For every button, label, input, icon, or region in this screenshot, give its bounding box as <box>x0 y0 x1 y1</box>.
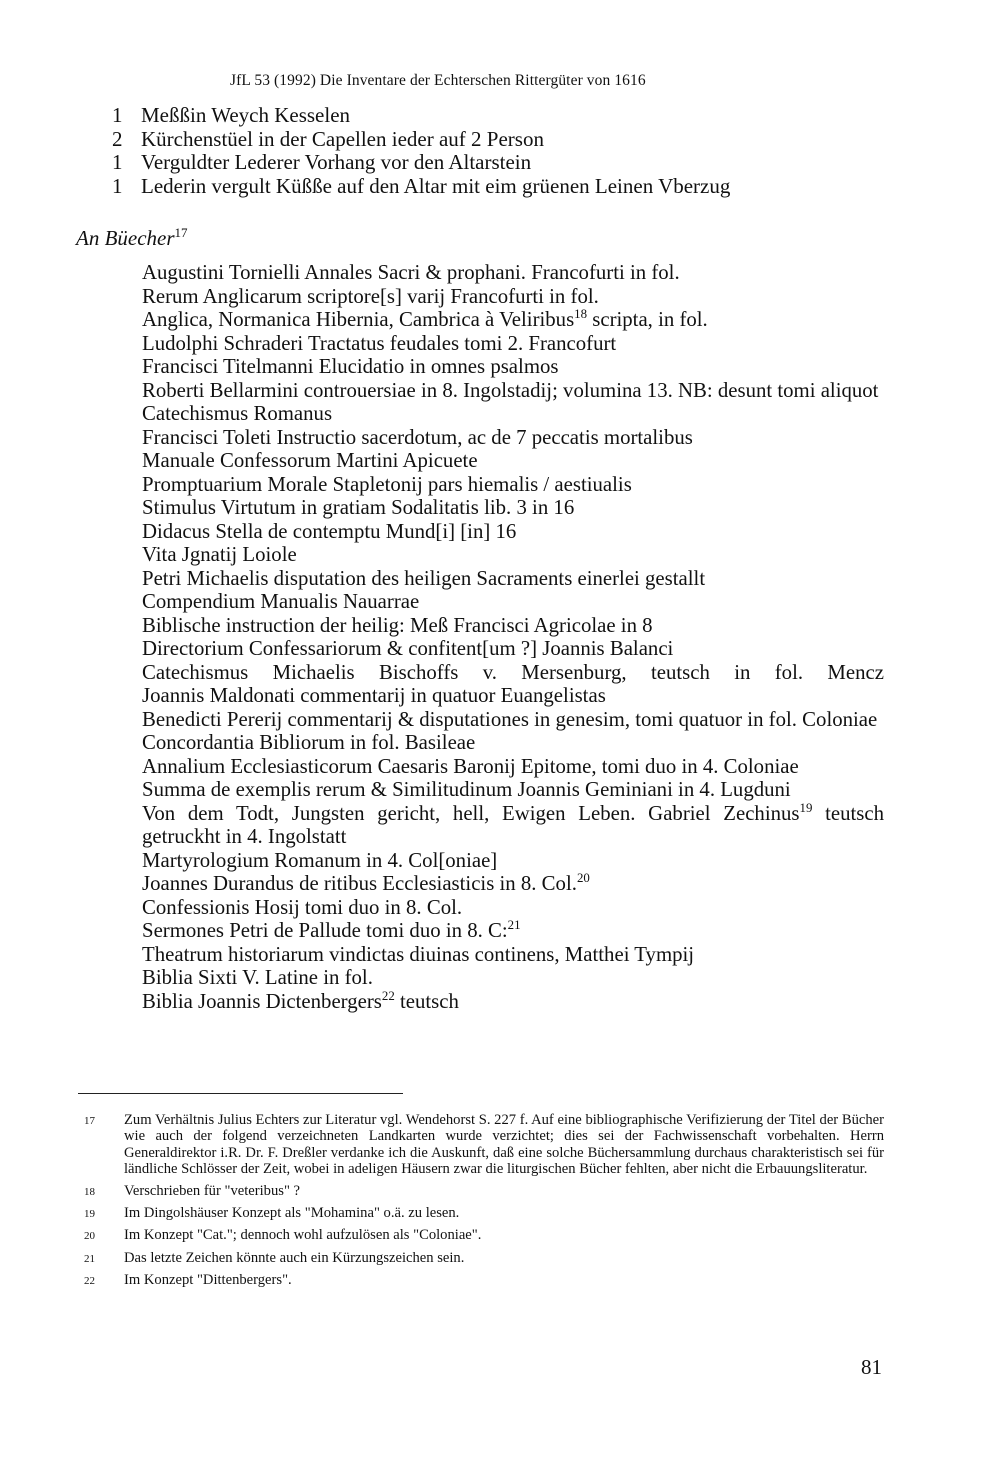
book-title: Francisci Toleti Instructio sacerdotum, ac de 7 peccatis mortalibus <box>142 425 693 449</box>
book-entry <box>142 261 884 285</box>
book-title: Von dem Todt, Jungsten gericht, hell, Ewigen Leben. Gabriel Zechinus <box>142 801 800 825</box>
page-number: 81 <box>861 1355 882 1379</box>
inventory-text: Verguldter Lederer Vorhang vor den Altarstein <box>141 150 532 174</box>
footnote-text: Im Konzept "Cat."; dennoch wohl aufzulösen als "Coloniae". <box>124 1227 482 1244</box>
footnotes <box>84 1112 884 1295</box>
footnote-number: 19 <box>84 1208 95 1221</box>
inventory-item <box>112 128 730 152</box>
book-entry <box>142 943 884 967</box>
book-title: Stimulus Virtutum in gratiam Sodalitatis lib. 3 in 16 <box>142 496 575 519</box>
book-title: Promptuarium Morale Stapletonij pars hiemalis / aestiualis <box>142 472 632 496</box>
book-entry <box>142 332 884 356</box>
book-title: Anglica, Normanica Hibernia, Cambrica à Veliribus <box>142 308 575 331</box>
book-title: Compendium Manualis Nauarrae <box>142 590 420 613</box>
footnote-text: Das letzte Zeichen könnte auch ein Kürzungszeichen sein. <box>124 1249 465 1266</box>
book-entry <box>142 896 884 920</box>
book-entry <box>142 496 884 520</box>
book-entry <box>142 543 884 567</box>
footnote-ref: 20 <box>576 871 590 886</box>
book-title: Confessionis Hosij tomi duo in 8. Col. <box>142 895 463 919</box>
book-title: Martyrologium Romanum in 4. Col[oniae] <box>142 848 498 872</box>
book-title: Petri Michaelis disputation des heiligen Sacraments einerlei gestallt <box>142 566 706 590</box>
section-heading <box>76 226 188 251</box>
section-heading-text: An Büecher <box>76 226 175 250</box>
inventory-item <box>112 151 730 175</box>
footnote-number: 17 <box>84 1115 95 1127</box>
footnote-text: Verschrieben für "veteribus" ? <box>124 1182 301 1199</box>
book-entry <box>142 755 884 779</box>
running-head: JfL 53 (1992) Die Inventare der Echterschen Rittergüter von 1616 <box>230 72 646 89</box>
book-list <box>142 261 884 1013</box>
book-entry <box>142 426 884 450</box>
footnote-number: 18 <box>84 1185 95 1198</box>
inventory-text: Kürchenstüel in der Capellen ieder auf 2 Person <box>141 126 544 151</box>
inventory-item <box>112 175 730 199</box>
book-entry <box>142 778 884 802</box>
book-entry <box>142 661 884 685</box>
book-title: Sermones Petri de Pallude tomi duo in 8. C: <box>142 919 508 942</box>
book-title: Francisci Titelmanni Elucidatio in omnes psalmos <box>142 355 559 378</box>
footnote-text: Im Konzept "Dittenbergers". <box>124 1272 292 1289</box>
book-entry <box>142 567 884 591</box>
footnote-ref: 19 <box>799 800 813 815</box>
book-entry <box>142 614 884 638</box>
book-entry <box>142 708 884 732</box>
inventory-quantity: 1 <box>112 150 123 174</box>
book-title: Concordantia Bibliorum in fol. Basileae <box>142 731 476 754</box>
footnote-number: 21 <box>84 1252 95 1265</box>
book-title: Benedicti Pererij commentarij & disputationes in genesim, tomi quatuor in fol. Coloniae <box>142 707 878 731</box>
book-title: Theatrum historiarum vindictas diuinas continens, Matthei Tympij <box>142 942 695 966</box>
book-title: Ludolphi Schraderi Tractatus feudales tomi 2. Francofurt <box>142 331 617 355</box>
footnote-text: Im Dingolshäuser Konzept als "Mohamina" o.ä. zu lesen. <box>124 1205 460 1222</box>
book-entry <box>142 802 884 849</box>
inventory-quantity: 1 <box>112 103 123 127</box>
book-title: Catechismus Michaelis Bischoffs v. Mersenburg, teutsch in fol. Mencz <box>142 660 884 684</box>
book-title: Vita Jgnatij Loiole <box>142 543 297 566</box>
book-title-continued: teutsch getruckht in 4. Ingolstatt <box>142 801 885 848</box>
footnote <box>84 1205 884 1222</box>
book-entry <box>142 919 884 943</box>
book-title: Biblische instruction der heilig: Meß Francisci Agricolae in 8 <box>142 613 653 637</box>
book-entry <box>142 285 884 309</box>
footnote-number: 20 <box>84 1230 95 1243</box>
footnote <box>84 1112 884 1178</box>
inventory-text: Lederin vergult Küßße auf den Altar mit eim grüenen Leinen Vberzug <box>141 173 731 198</box>
book-title: Catechismus Romanus <box>142 402 333 425</box>
book-title: Joannis Maldonati commentarij in quatuor Euangelistas <box>142 684 606 707</box>
book-title-continued: scripta, in fol. <box>587 308 708 331</box>
book-title: Biblia Sixti V. Latine in fol. <box>142 966 373 989</box>
footnote <box>84 1272 884 1289</box>
book-title: Augustini Tornielli Annales Sacri & prophani. Francofurti in fol. <box>142 261 680 284</box>
book-title-continued: teutsch <box>394 989 459 1013</box>
book-entry <box>142 966 884 990</box>
book-entry <box>142 684 884 708</box>
book-entry <box>142 473 884 497</box>
book-title: Joannes Durandus de ritibus Ecclesiasticis in 8. Col. <box>142 872 577 895</box>
footnote-text: Zum Verhältnis Julius Echters zur Literatur vgl. Wendehorst S. 227 f. Auf eine bibliographische Verifizierung der Titel der Bücher wie auch der folgend verzeichneten Landkarten wurde verzichtet; dies sei der Fachwissenschaft vorbehalten. Herrn Generaldirektor i.R. Dr. F. Dreßler verdanke ich die Auskunft, daß eine solche Büchersammlung durchaus charakteristisch sei für ländliche Schlösser der Zeit, wobei in adeligen Häusern zwar die liturgischen Bücher fehlten, aber nicht die Erbauungsliteratur. <box>124 1112 884 1178</box>
book-title: Roberti Bellarmini controuersiae in 8. Ingolstadij; volumina 13. NB: desunt tomi aliquot <box>142 378 879 402</box>
book-entry <box>142 308 884 332</box>
footnote-ref: 22 <box>381 988 395 1003</box>
footnote-ref: 17 <box>174 225 188 240</box>
book-entry <box>142 590 884 614</box>
book-title: Summa de exemplis rerum & Similitudinum Joannis Geminiani in 4. Lugduni <box>142 778 791 801</box>
book-entry <box>142 872 884 896</box>
book-entry <box>142 990 884 1014</box>
book-title: Didacus Stella de contemptu Mund[i] [in] 16 <box>142 519 517 543</box>
book-entry <box>142 402 884 426</box>
book-entry <box>142 520 884 544</box>
footnote-divider <box>78 1093 403 1094</box>
book-title: Annalium Ecclesiasticorum Caesaris Baronij Epitome, tomi duo in 4. Coloniae <box>142 754 799 778</box>
footnote-ref: 21 <box>507 918 521 933</box>
book-entry <box>142 379 884 403</box>
footnote <box>84 1227 884 1244</box>
inventory-quantity: 2 <box>112 126 123 151</box>
book-entry <box>142 731 884 755</box>
book-entry <box>142 355 884 379</box>
book-title: Manuale Confessorum Martini Apicuete <box>142 449 478 472</box>
book-entry <box>142 849 884 873</box>
footnote-number: 22 <box>84 1275 95 1288</box>
footnote <box>84 1183 884 1200</box>
book-entry <box>142 449 884 473</box>
inventory-list <box>112 104 730 198</box>
inventory-quantity: 1 <box>112 173 123 198</box>
footnote <box>84 1250 884 1267</box>
book-title: Biblia Joannis Dictenbergers <box>142 989 382 1013</box>
book-title: Rerum Anglicarum scriptore[s] varij Francofurti in fol. <box>142 284 599 308</box>
footnote-ref: 18 <box>574 307 588 322</box>
inventory-text: Meßßin Weych Kesselen <box>141 103 351 127</box>
book-title: Directorium Confessariorum & confitent[um ?] Joannis Balanci <box>142 637 674 660</box>
inventory-item <box>112 104 730 128</box>
book-entry <box>142 637 884 661</box>
